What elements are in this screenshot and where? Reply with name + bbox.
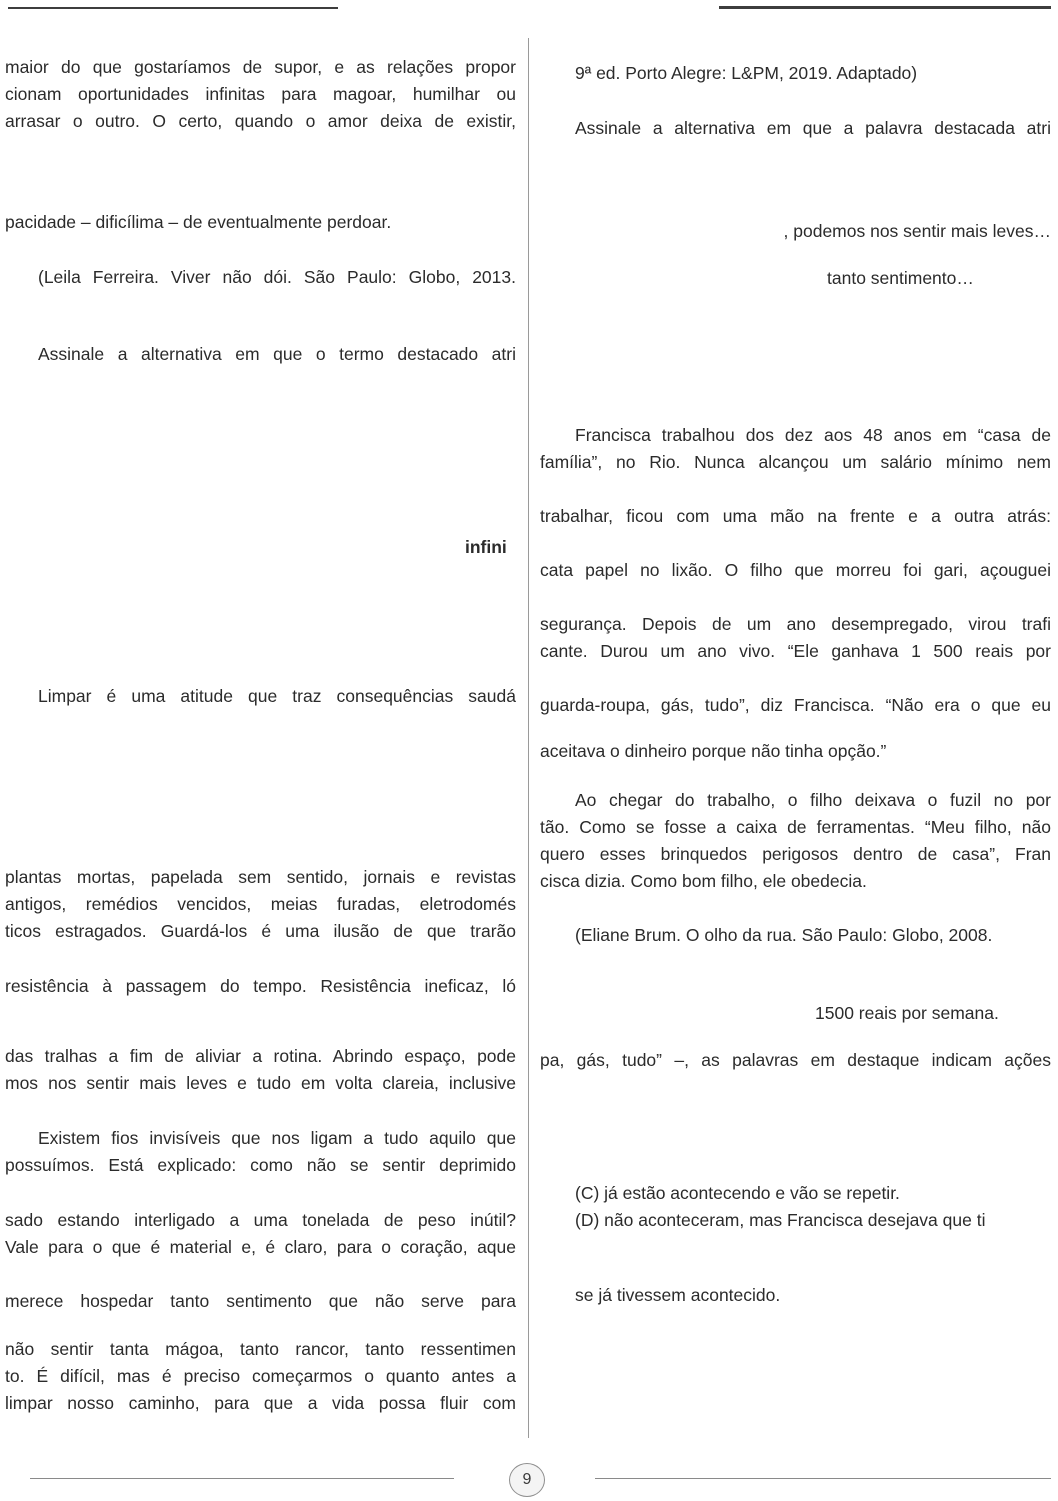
text-line: limpar nosso caminho, para que a vida possa fluir com [5,1393,516,1413]
text-line: plantas mortas, papelada sem sentido, jornais e revistas [5,867,516,887]
text-line: tão. Como se fosse a caixa de ferramentas. “Meu filho, não [540,817,1051,837]
text-line: possuímos. Está explicado: como não se sentir deprimido [5,1155,516,1175]
highlighted-word: infini [465,537,507,557]
text-line: Ao chegar do trabalho, o filho deixava o fuzil no por [575,790,1051,810]
option-d: (D) não aconteceram, mas Francisca desejava que ti [575,1210,986,1230]
header-rule-right [719,6,1051,9]
citation-line: (Leila Ferreira. Viver não dói. São Paulo: Globo, 2013. [38,267,516,287]
text-line: sado estando interligado a uma tonelada de peso inútil? [5,1210,516,1230]
header-rule-left [8,7,338,9]
column-divider [528,38,529,1438]
page-number: 9 [522,1471,532,1488]
text-line: aceitava o dinheiro porque não tinha opção.” [540,741,887,761]
text-line: arrasar o outro. O certo, quando o amor deixa de existir, [5,111,516,131]
footer-rule-left [30,1478,454,1479]
question-stem-line: Assinale a alternativa em que o termo destacado atri [38,344,516,364]
text-line: das tralhas a fim de aliviar a rotina. Abrindo espaço, pode [5,1046,516,1066]
answer-fragment: tanto sentimento… [827,268,974,288]
option-continuation: se já tivessem acontecido. [575,1285,781,1305]
answer-fragment: 1500 reais por semana. [815,1003,999,1023]
footer-rule-right [595,1478,1051,1479]
answer-fragment: , podemos nos sentir mais leves… [783,221,1051,241]
text-line: pacidade – dificílima – de eventualmente perdoar. [5,212,392,232]
text-line: ticos estragados. Guardá-los é uma ilusão de que trarão [5,921,516,941]
citation-line: (Eliane Brum. O olho da rua. São Paulo: Globo, 2008. [575,925,993,945]
text-line: não sentir tanta mágoa, tanto rancor, tanto ressentimen [5,1339,516,1359]
text-line: antigos, remédios vencidos, meias furadas, eletrodomés [5,894,516,914]
text-line: resistência à passagem do tempo. Resistência ineficaz, ló [5,976,516,996]
text-line: cisca dizia. Como bom filho, ele obedecia. [540,871,867,891]
option-c: (C) já estão acontecendo e vão se repetir. [575,1183,900,1203]
citation-line: 9ª ed. Porto Alegre: L&PM, 2019. Adaptado) [575,63,918,83]
question-stem-line: Assinale a alternativa em que a palavra destacada atri [575,118,1051,138]
text-line: guarda-roupa, gás, tudo”, diz Francisca. “Não era o que eu [540,695,1051,715]
text-line: Limpar é uma atitude que traz consequências saudá [38,686,516,706]
text-line: to. É difícil, mas é preciso começarmos o quanto antes a [5,1366,516,1386]
page-number-badge [509,1463,545,1497]
text-line: família”, no Rio. Nunca alcançou um salário mínimo nem [540,452,1051,472]
text-line: Existem fios invisíveis que nos ligam a tudo aquilo que [38,1128,516,1148]
text-line: cante. Durou um ano vivo. “Ele ganhava 1 500 reais por [540,641,1051,661]
text-line: quero esses brinquedos perigosos dentro de casa”, Fran [540,844,1051,864]
text-line: segurança. Depois de um ano desempregado, virou trafi [540,614,1051,634]
text-line: cata papel no lixão. O filho que morreu foi gari, açouguei [540,560,1051,580]
text-line: merece hospedar tanto sentimento que não serve para [5,1291,516,1311]
text-line: cionam oportunidades infinitas para magoar, humilhar ou [5,84,516,104]
text-line: trabalhar, ficou com uma mão na frente e a outra atrás: [540,506,1051,526]
text-line: Vale para o que é material e, é claro, para o coração, aque [5,1237,516,1257]
question-stem-line: pa, gás, tudo” –, as palavras em destaque indicam ações [540,1050,1051,1070]
text-line: maior do que gostaríamos de supor, e as relações propor [5,57,516,77]
text-line: Francisca trabalhou dos dez aos 48 anos em “casa de [575,425,1051,445]
text-line: mos nos sentir mais leves e tudo em volta clareia, inclusive [5,1073,516,1093]
